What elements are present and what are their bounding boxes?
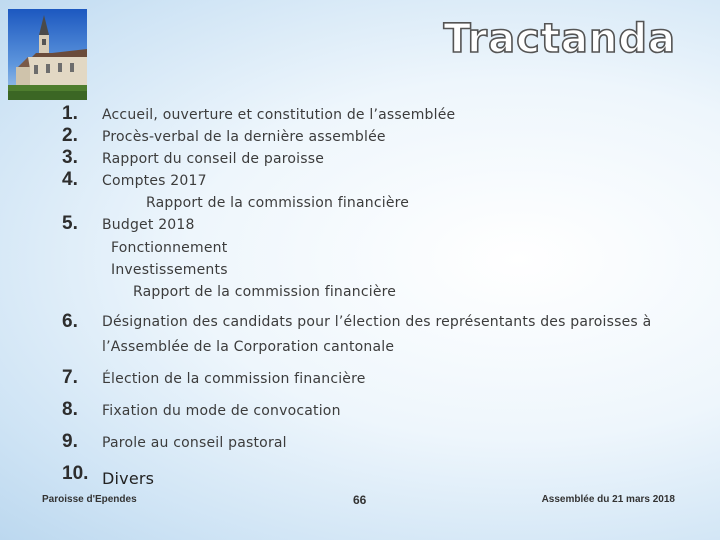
item-text: Procès-verbal de la dernière assemblée xyxy=(102,129,386,145)
item-text: Désignation des candidats pour l’élection des représentants des paroisses à xyxy=(102,314,652,330)
item-subtext: Investissements xyxy=(111,262,228,278)
item-subtext: Rapport de la commission financière xyxy=(146,195,410,211)
item-number: 3. xyxy=(62,147,78,168)
item-text: Parole au conseil pastoral xyxy=(102,435,287,451)
item-text: Accueil, ouverture et constitution de l’assemblée xyxy=(102,107,456,123)
item-number: 4. xyxy=(62,169,78,190)
item-number: 5. xyxy=(62,213,78,234)
item-subtext: Fonctionnement xyxy=(111,240,228,256)
item-number: 7. xyxy=(62,367,78,388)
item-text: Rapport du conseil de paroisse xyxy=(102,151,325,167)
item-text: Élection de la commission financière xyxy=(102,371,366,387)
footer-page-number: 66 xyxy=(353,493,367,507)
church-photo xyxy=(8,9,87,100)
item-number: 6. xyxy=(62,311,78,332)
item-number: 1. xyxy=(62,103,78,124)
item-text: Budget 2018 xyxy=(102,217,195,233)
footer-parish: Paroisse d'Ependes xyxy=(42,494,137,505)
item-text: Divers xyxy=(102,469,155,488)
item-text: Comptes 2017 xyxy=(102,173,207,189)
slide-title: Tractanda xyxy=(443,16,676,62)
item-number: 9. xyxy=(62,431,78,452)
item-number: 10. xyxy=(62,463,89,484)
footer-date: Assemblée du 21 mars 2018 xyxy=(541,494,675,505)
item-text-continued: l’Assemblée de la Corporation cantonale xyxy=(102,339,395,355)
item-number: 8. xyxy=(62,399,78,420)
item-subtext: Rapport de la commission financière xyxy=(133,284,397,300)
item-number: 2. xyxy=(62,125,78,146)
item-text: Fixation du mode de convocation xyxy=(102,403,341,419)
